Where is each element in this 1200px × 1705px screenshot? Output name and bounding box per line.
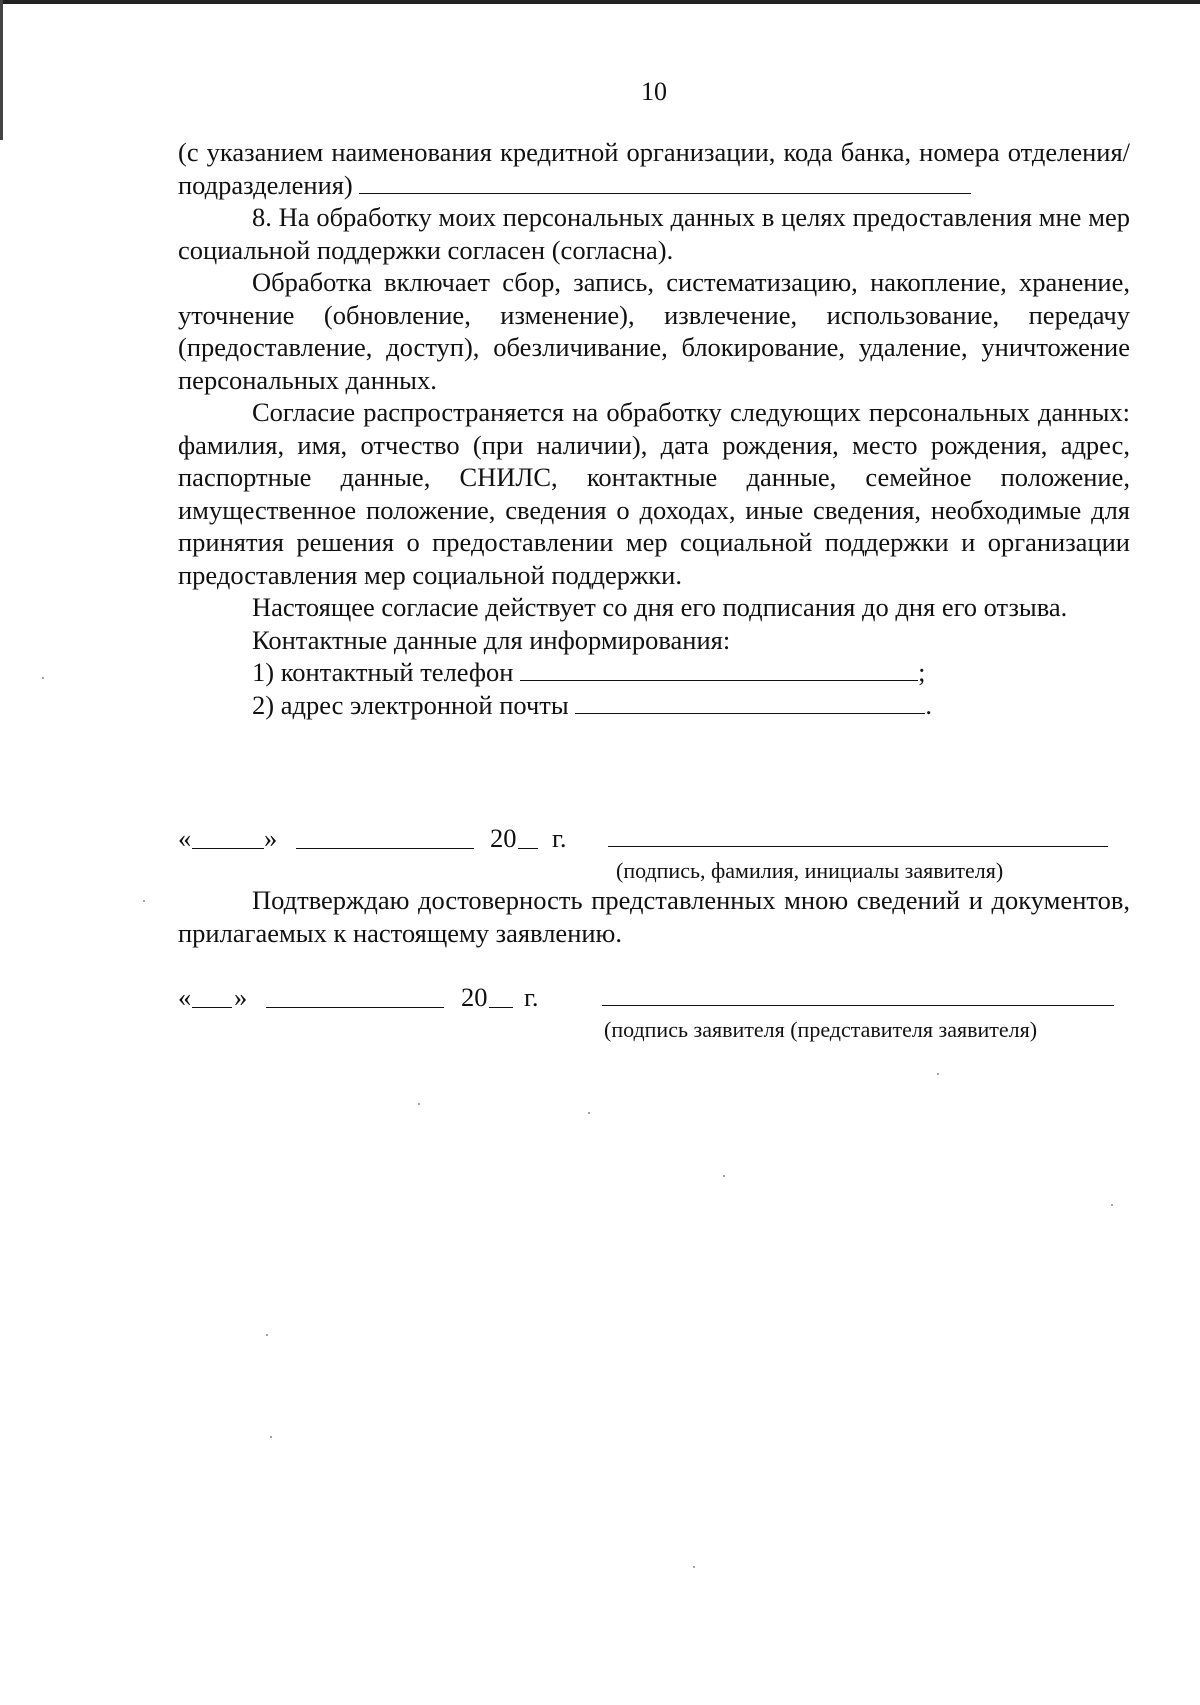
signature1-year-blank[interactable]	[518, 822, 538, 849]
contact-email-blank[interactable]	[575, 689, 925, 714]
bank-details-text: (с указанием наименования кредитной организации, кода банка, номера отделения/подразделения)	[178, 137, 1130, 200]
contact-email-end: .	[925, 689, 932, 720]
signature2-year: 20	[461, 982, 488, 1012]
scan-speck	[418, 1103, 420, 1105]
bank-details-blank[interactable]	[359, 169, 971, 194]
scan-top-edge	[0, 0, 1200, 4]
scan-speck	[693, 1566, 695, 1568]
signature2-day-blank[interactable]	[192, 981, 232, 1008]
consent-validity-paragraph: Настоящее согласие действует со дня его подписания до дня его отзыва.	[252, 592, 1068, 622]
scan-speck	[723, 1175, 725, 1177]
signature2-date-row	[178, 981, 1130, 1015]
signature2-year-suffix: г.	[524, 982, 539, 1012]
scan-left-edge	[0, 0, 3, 140]
confirmation-paragraph: Подтверждаю достоверность представленных мною сведений и документов, прилагаемых к настоящему заявлению.	[178, 885, 1130, 948]
signature1-day-blank[interactable]	[192, 822, 264, 849]
signature1-month-blank[interactable]	[296, 822, 474, 849]
contact-phone-row	[178, 656, 1130, 689]
signature1-year: 20	[490, 823, 517, 853]
scan-speck	[937, 1073, 939, 1075]
signature1-date-row	[178, 822, 1130, 856]
scan-speck	[1111, 1204, 1113, 1206]
signature1-quote-open: «	[178, 823, 192, 853]
scan-speck	[143, 900, 145, 902]
signature1-quote-close: »	[264, 823, 278, 853]
page-number: 10	[641, 77, 667, 106]
processing-paragraph: Обработка включает сбор, запись, систематизацию, накопление, хранение, уточнение (обновление, изменение), извлечение, использование, передачу (предоставление, доступ), обезличивание, блокирование, удаление, уничтожение персональных данных.	[178, 267, 1130, 395]
signature2-month-blank[interactable]	[266, 981, 444, 1008]
signature1-line[interactable]	[608, 846, 1108, 847]
signature1-year-suffix: г.	[552, 823, 567, 853]
signature1-caption: (подпись, фамилия, инициалы заявителя)	[616, 858, 1004, 883]
scan-speck	[266, 1334, 268, 1336]
signature2-line[interactable]	[602, 1005, 1114, 1006]
signature2-year-blank[interactable]	[489, 981, 513, 1008]
contacts-heading: Контактные данные для информирования:	[252, 624, 731, 655]
scan-speck	[270, 1436, 272, 1438]
document-body	[178, 136, 1130, 721]
contact-phone-blank[interactable]	[520, 656, 918, 681]
scan-speck	[42, 677, 44, 679]
contact-phone-end: ;	[918, 657, 926, 687]
consent-scope-paragraph: Согласие распространяется на обработку следующих персональных данных: фамилия, имя, отчество (при наличии), дата рождения, место рождения, адрес, паспортные данные, СНИЛС, контактные данные, семейное положение, имущественное положение, сведения о доходах, иные сведения, необходимые для принятия решения о предоставлении мер социальной поддержки и организации предоставления мер социальной поддержки.	[178, 397, 1130, 590]
signature2-quote-close: »	[234, 982, 248, 1012]
signature2-caption: (подпись заявителя (представителя заявителя)	[604, 1017, 1038, 1042]
bank-details-paragraph	[178, 136, 1130, 201]
signature2-quote-open: «	[178, 982, 192, 1012]
contact-email-label: 2) адрес электронной почты	[252, 689, 569, 720]
scan-speck	[588, 1112, 590, 1114]
consent-item-8: 8. На обработку моих персональных данных в целях предоставления мне мер социальной поддержки согласен (согласна).	[178, 202, 1130, 265]
contact-email-row	[178, 689, 1130, 722]
contact-phone-label: 1) контактный телефон	[252, 657, 514, 687]
